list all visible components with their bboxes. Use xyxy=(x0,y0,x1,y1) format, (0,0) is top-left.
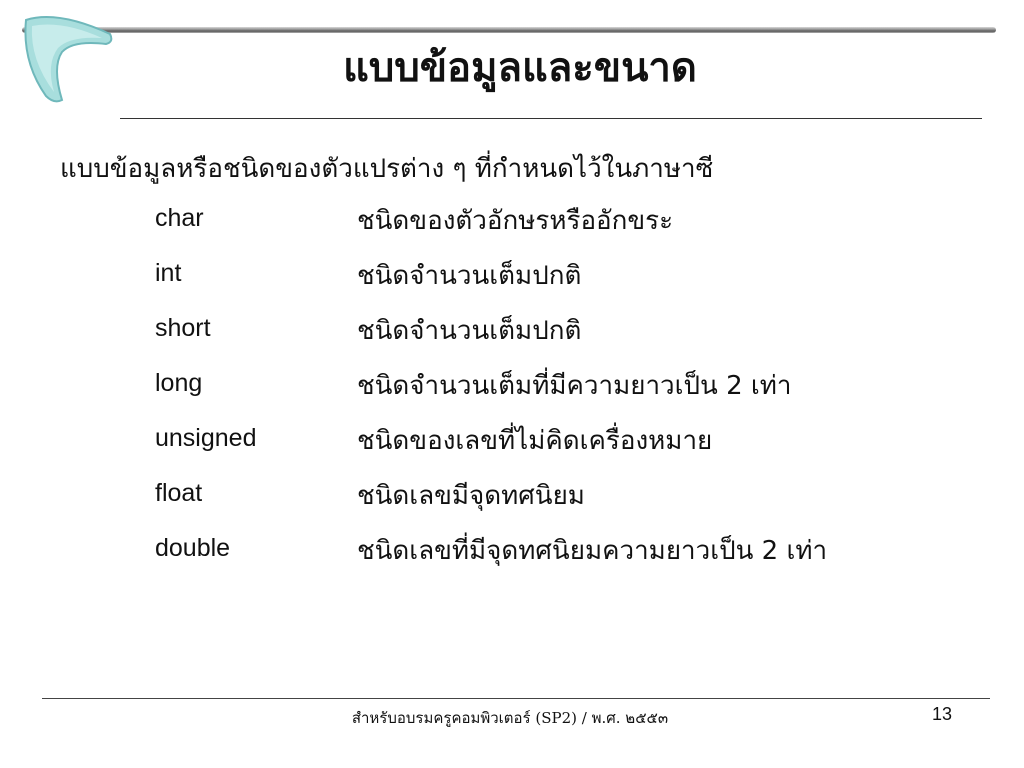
type-description: ชนิดจำนวนเต็มปกติ xyxy=(357,261,582,291)
type-name: char xyxy=(155,204,204,232)
type-description: ชนิดจำนวนเต็มที่มีความยาวเป็น 2 เท่า xyxy=(357,371,792,401)
type-name: long xyxy=(155,369,203,397)
intro-text: แบบข้อมูลหรือชนิดของตัวแปรต่าง ๆ ที่กำหนดไว้ในภาษาซี xyxy=(60,154,714,184)
page-number: 13 xyxy=(932,704,953,724)
type-description: ชนิดจำนวนเต็มปกติ xyxy=(357,316,582,346)
type-name: float xyxy=(155,479,203,507)
boomerang-logo-icon xyxy=(18,12,118,107)
top-decorative-bar xyxy=(22,27,996,33)
type-description: ชนิดของเลขที่ไม่คิดเครื่องหมาย xyxy=(357,426,713,456)
type-name: unsigned xyxy=(155,424,257,452)
type-name: short xyxy=(155,314,211,342)
footer-text: สำหรับอบรมครูคอมพิวเตอร์ (SP2) / พ.ศ. ๒๕๕๓ xyxy=(351,709,669,727)
type-name: double xyxy=(155,534,231,562)
title-divider xyxy=(120,118,982,119)
type-description: ชนิดเลขมีจุดทศนิยม xyxy=(357,481,585,511)
type-name: int xyxy=(155,259,182,287)
footer-divider xyxy=(42,698,990,699)
type-description: ชนิดเลขที่มีจุดทศนิยมความยาวเป็น 2 เท่า xyxy=(357,536,828,566)
type-description: ชนิดของตัวอักษรหรืออักขระ xyxy=(357,206,674,236)
slide-title: แบบข้อมูลและขนาด xyxy=(343,45,697,91)
